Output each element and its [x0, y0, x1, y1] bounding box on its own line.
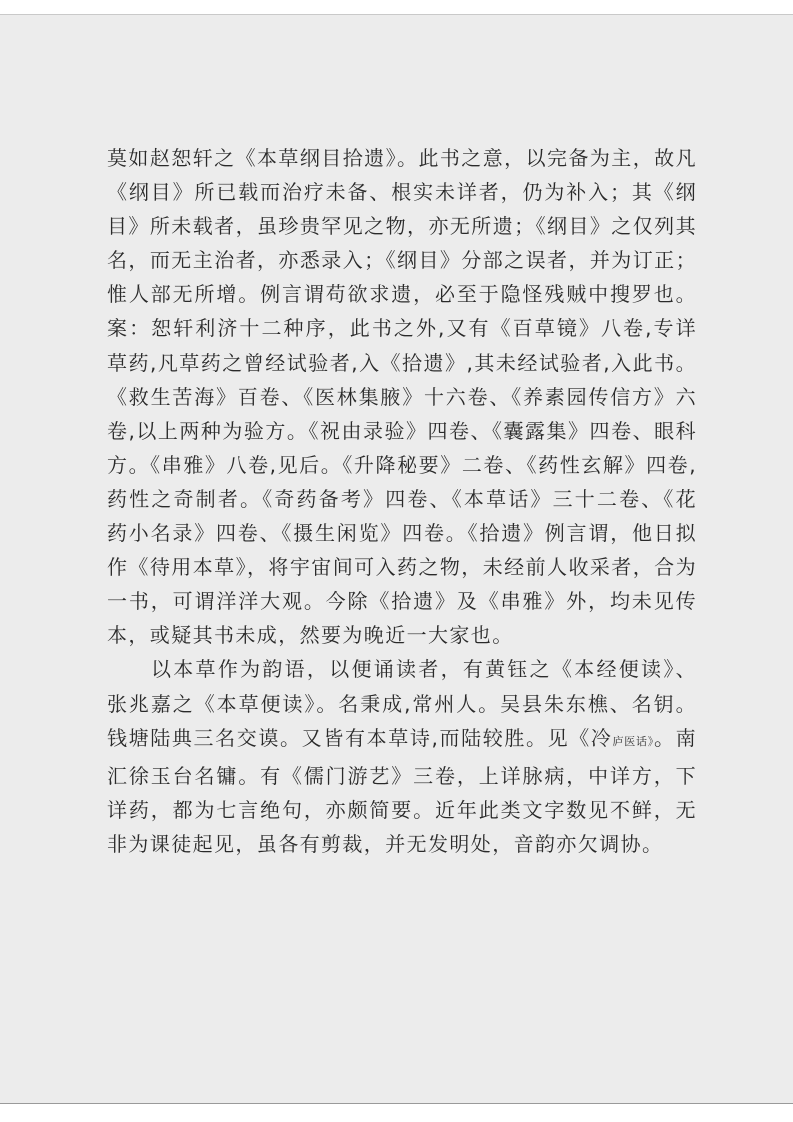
document-page: [0, 14, 793, 1104]
paragraph-2: [107, 652, 697, 861]
paragraph-2-text-a: 以本草作为韵语，以便诵读者，有黄钰之《本经便读》、张兆嘉之《本草便读》。名秉成,常州人。吴县朱东樵、名钥。钱塘陆典三名交谟。又皆有本草诗,而陆较胜。见《冷: [107, 657, 697, 750]
paragraph-1: 莫如赵恕轩之《本草纲目拾遗》。此书之意，以完备为主，故凡《纲目》所已载而治疗未备、根实未详者，仍为补入；其《纲目》所未载者，虽珍贵罕见之物，亦无所遗；《纲目》之仅列其名，而无主治者，亦悉录入；《纲目》分部之误者，并为订正；惟人部无所增。例言谓苟欲求遗，必至于隐怪残贼中搜罗也。案：恕轩利济十二种序，此书之外,又有《百草镜》八卷,专详草药,凡草药之曾经试验者,入《拾遗》,其未经试验者,入此书。《救生苦海》百卷、《医林集腋》十六卷、《养素园传信方》六卷,以上两种为验方。《祝由录验》四卷、《囊露集》四卷、眼科方。《串雅》八卷,见后。《升降秘要》二卷、《药性玄解》四卷,药性之奇制者。《奇药备考》四卷、《本草话》三十二卷、《花药小名录》四卷、《摄生闲览》四卷。《拾遗》例言谓，他日拟作《待用本草》，将宇宙间可入药之物，未经前人收采者，合为一书，可谓洋洋大观。今除《拾遗》及《串雅》外，均未见传本，或疑其书未成，然要为晚近一大家也。: [107, 146, 697, 648]
paragraph-2-text-b: 。南汇徐玉台名镛。有《儒门游艺》三卷，上详脉病，中详方，下详药，都为七言绝句，亦颇简要。近年此类文字数见不鲜，无非为课徒起见，虽各有剪裁，并无发明处，音韵亦欠调协。: [107, 725, 698, 856]
paragraph-2-small-text: 庐医话》: [612, 734, 654, 748]
body-text: [107, 141, 697, 861]
